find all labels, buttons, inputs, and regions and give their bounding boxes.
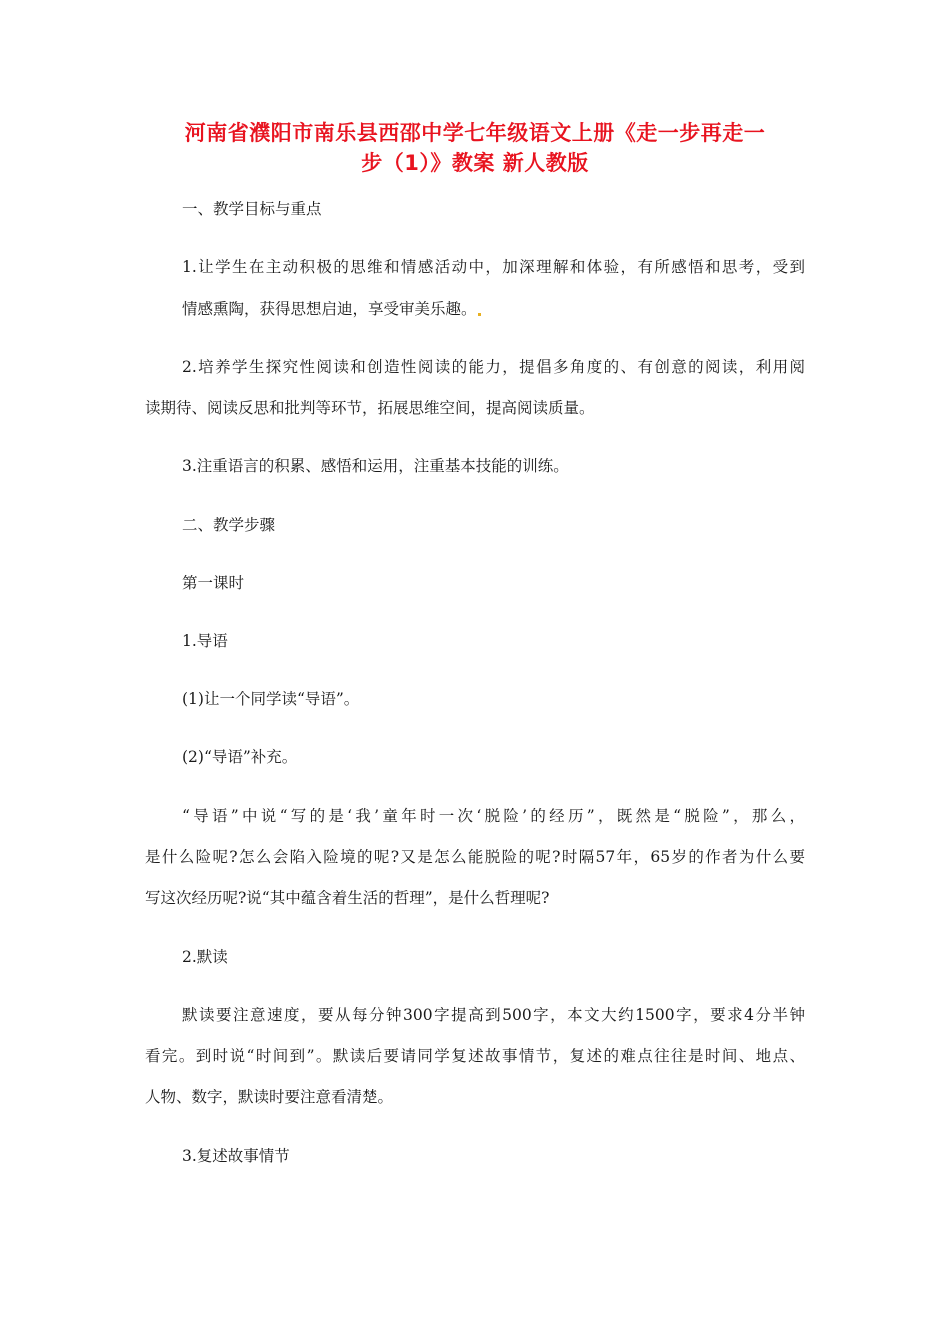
highlight-mark [478, 313, 481, 316]
goal-1-line-2 [182, 298, 482, 320]
section-heading-steps: 二、教学步骤 [182, 516, 276, 534]
title-line-2: 步（1）》教案 新人教版 [361, 151, 589, 175]
step-1-item-1: (1)让一个同学读“导语”。 [182, 690, 360, 708]
paragraph-2-line-3: 人物、数字，默读时要注意看清楚。 [145, 1088, 394, 1106]
step-3-heading: 3.复述故事情节 [182, 1147, 290, 1165]
goal-1-line-2-text: 情感熏陶，获得思想启迪，享受审美乐趣。 [182, 300, 477, 318]
goal-3-line-1: 3.注重语言的积累、感悟和运用，注重基本技能的训练。 [182, 457, 569, 475]
paragraph-2-line-1: 默读要注意速度，要从每分钟300字提高到500字，本文大约1500字，要求4分半钟 [182, 1006, 805, 1024]
section-heading-goals: 一、教学目标与重点 [182, 200, 322, 218]
lesson-heading: 第一课时 [182, 574, 245, 592]
step-1-item-2: (2)“导语”补充。 [182, 748, 298, 766]
title-line-1: 河南省濮阳市南乐县西邵中学七年级语文上册《走一步再走一 [184, 121, 766, 145]
step-2-heading: 2.默读 [182, 948, 228, 966]
step-1-heading: 1.导语 [182, 632, 228, 650]
paragraph-1-line-2: 是什么险呢?怎么会陷入险境的呢?又是怎么能脱险的呢?时隔57年，65岁的作者为什么要 [145, 848, 805, 866]
goal-1-line-1: 1.让学生在主动积极的思维和情感活动中，加深理解和体验，有所感悟和思考，受到 [182, 258, 805, 276]
paragraph-1-line-1: “导语”中说“写的是‘我’童年时一次‘脱险’的经历”，既然是“脱险”，那么， [182, 807, 805, 825]
paragraph-2-line-2: 看完。到时说“时间到”。默读后要请同学复述故事情节，复述的难点往往是时间、地点、 [145, 1047, 805, 1065]
document-title [150, 118, 800, 178]
paragraph-1-line-3: 写这次经历呢?说“其中蕴含着生活的哲理”，是什么哲理呢? [145, 889, 550, 907]
goal-2-line-2: 读期待、阅读反思和批判等环节，拓展思维空间，提高阅读质量。 [145, 399, 595, 417]
goal-2-line-1: 2.培养学生探究性阅读和创造性阅读的能力，提倡多角度的、有创意的阅读，利用阅 [182, 358, 805, 376]
